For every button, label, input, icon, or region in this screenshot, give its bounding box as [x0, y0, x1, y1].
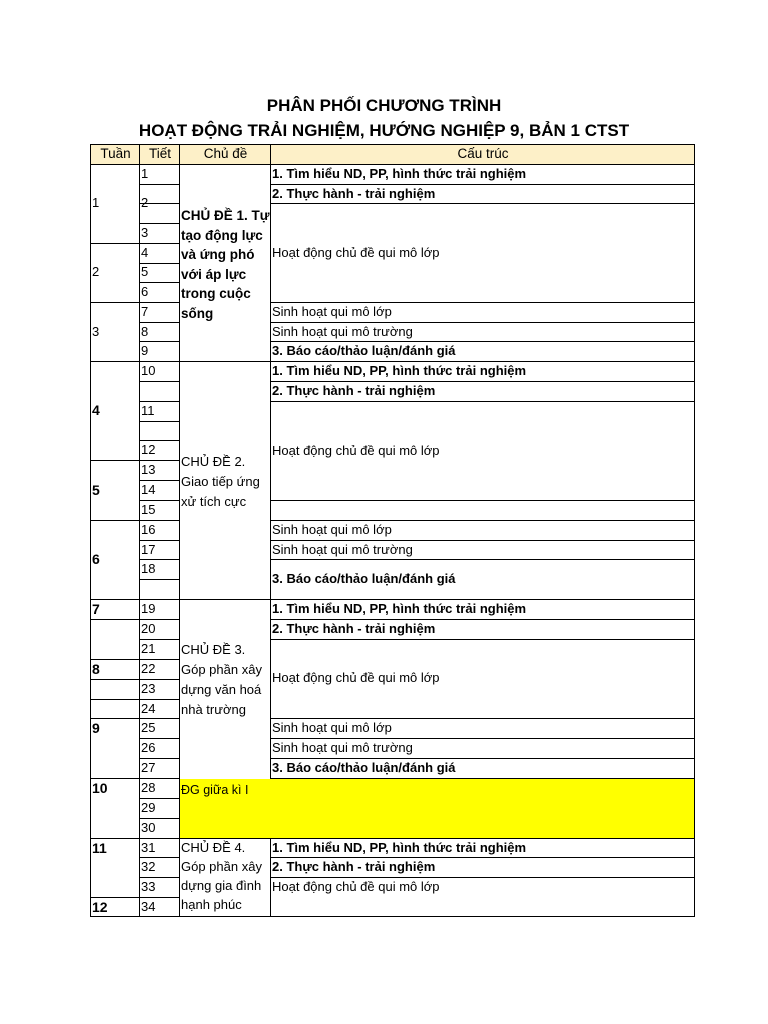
tiet-cell: 26 — [141, 740, 156, 755]
tiet-cell: 22 — [141, 661, 156, 676]
tuan-cell: 10 — [92, 780, 108, 796]
tiet-cell: 28 — [141, 780, 156, 795]
tiet-cell: 33 — [141, 879, 156, 894]
tiet-cell: 16 — [141, 522, 156, 537]
tuan-cell: 5 — [92, 482, 100, 498]
tiet-cell: 15 — [141, 502, 156, 517]
cau-truc-hoat-dong: Hoạt động chủ đề qui mô lớp — [272, 443, 440, 458]
tuan-cell: 2 — [92, 264, 100, 279]
tuan-cell: 9 — [92, 720, 100, 736]
header-tuan: Tuần — [91, 145, 139, 164]
tiet-cell: 14 — [141, 482, 156, 497]
header-chu-de: Chủ đề — [180, 145, 270, 164]
tiet-cell: 5 — [141, 264, 149, 279]
tiet-cell: 9 — [141, 343, 149, 358]
tiet-cell: 17 — [141, 542, 156, 557]
tiet-cell: 11 — [141, 403, 155, 418]
tiet-cell: 6 — [141, 284, 149, 299]
chu-de-4: CHỦ ĐỀ 4. Góp phần xây dựng gia đình hạnh phúc — [181, 840, 262, 912]
cau-truc-sh-lop: Sinh hoạt qui mô lớp — [272, 522, 392, 537]
tuan-cell: 4 — [92, 402, 100, 418]
cau-truc-sh-truong: Sinh hoạt qui mô trường — [272, 324, 413, 339]
cau-truc-tim-hieu: 1. Tìm hiểu ND, PP, hình thức trải nghiệm — [272, 166, 527, 181]
cau-truc-tim-hieu: 1. Tìm hiểu ND, PP, hình thức trải nghiệm — [272, 363, 527, 378]
page-title-line2: HOẠT ĐỘNG TRẢI NGHIỆM, HƯỚNG NGHIỆP 9, BẢN 1 CTST — [138, 121, 630, 140]
tiet-cell: 23 — [141, 681, 156, 696]
cau-truc-bao-cao: 3. Báo cáo/thảo luận/đánh giá — [272, 571, 456, 586]
tiet-cell: 25 — [141, 720, 156, 735]
tiet-cell: 8 — [141, 324, 149, 339]
tiet-cell: 4 — [141, 245, 149, 260]
tuan-cell: 7 — [92, 601, 100, 617]
tiet-cell: 12 — [141, 442, 156, 457]
tiet-cell: 21 — [141, 641, 156, 656]
cau-truc-tim-hieu: 1. Tìm hiểu ND, PP, hình thức trải nghiệm — [272, 601, 527, 616]
page-title-line1: PHÂN PHỐI CHƯƠNG TRÌNH — [266, 96, 502, 115]
cau-truc-hoat-dong: Hoạt động chủ đề qui mô lớp — [272, 245, 440, 260]
cau-truc-sh-lop: Sinh hoạt qui mô lớp — [272, 304, 392, 319]
cau-truc-thuc-hanh: 2. Thực hành - trải nghiệm — [272, 621, 436, 636]
chu-de-3: CHỦ ĐỀ 3. Góp phần xây dựng văn hoá nhà trường — [181, 642, 262, 717]
cau-truc-hoat-dong: Hoạt động chủ đề qui mô lớp — [272, 670, 440, 685]
cau-truc-bao-cao: 3. Báo cáo/thảo luận/đánh giá — [272, 343, 456, 358]
tuan-cell: 11 — [92, 840, 107, 856]
tiet-cell: 19 — [141, 601, 156, 616]
tiet-cell: 1 — [141, 166, 149, 181]
tiet-cell: 7 — [141, 304, 149, 319]
cau-truc-sh-truong: Sinh hoạt qui mô trường — [272, 542, 413, 557]
tuan-cell: 3 — [92, 324, 100, 339]
cau-truc-sh-truong: Sinh hoạt qui mô trường — [272, 740, 413, 755]
tiet-cell: 20 — [141, 621, 156, 636]
tiet-cell: 27 — [141, 760, 156, 775]
tiet-cell: 31 — [141, 840, 156, 855]
cau-truc-tim-hieu: 1. Tìm hiểu ND, PP, hình thức trải nghiệm — [272, 840, 527, 855]
cau-truc-thuc-hanh: 2. Thực hành - trải nghiệm — [272, 186, 436, 201]
tiet-cell: 2 — [141, 195, 149, 210]
tiet-cell: 32 — [141, 859, 156, 874]
tiet-cell: 18 — [141, 561, 156, 576]
tiet-cell: 3 — [141, 225, 149, 240]
danh-gia-giua-ki-cell: ĐG giữa kì I — [180, 779, 694, 838]
cau-truc-thuc-hanh: 2. Thực hành - trải nghiệm — [272, 383, 436, 398]
header-tiet: Tiết — [140, 145, 179, 164]
tuan-cell: 1 — [92, 195, 100, 210]
chu-de-2: CHỦ ĐỀ 2. Giao tiếp ứng xử tích cực — [181, 454, 260, 509]
chu-de-1: CHỦ ĐỀ 1. Tự tạo động lực và ứng phó với áp lực trong cuộc sống — [181, 208, 270, 321]
tiet-cell: 10 — [141, 363, 156, 378]
cau-truc-bao-cao: 3. Báo cáo/thảo luận/đánh giá — [272, 760, 456, 775]
tuan-cell: 6 — [92, 551, 100, 567]
cau-truc-thuc-hanh: 2. Thực hành - trải nghiệm — [272, 859, 436, 874]
tuan-cell: 8 — [92, 661, 100, 677]
tiet-cell: 24 — [141, 701, 156, 716]
cau-truc-hoat-dong: Hoạt động chủ đề qui mô lớp — [272, 879, 440, 894]
cau-truc-sh-lop: Sinh hoạt qui mô lớp — [272, 720, 392, 735]
tiet-cell: 29 — [141, 800, 156, 815]
tiet-cell: 34 — [141, 899, 156, 914]
tiet-cell: 30 — [141, 820, 156, 835]
tuan-cell: 12 — [92, 899, 108, 915]
tiet-cell: 13 — [141, 462, 156, 477]
header-cau-truc: Cấu trúc — [271, 145, 694, 164]
